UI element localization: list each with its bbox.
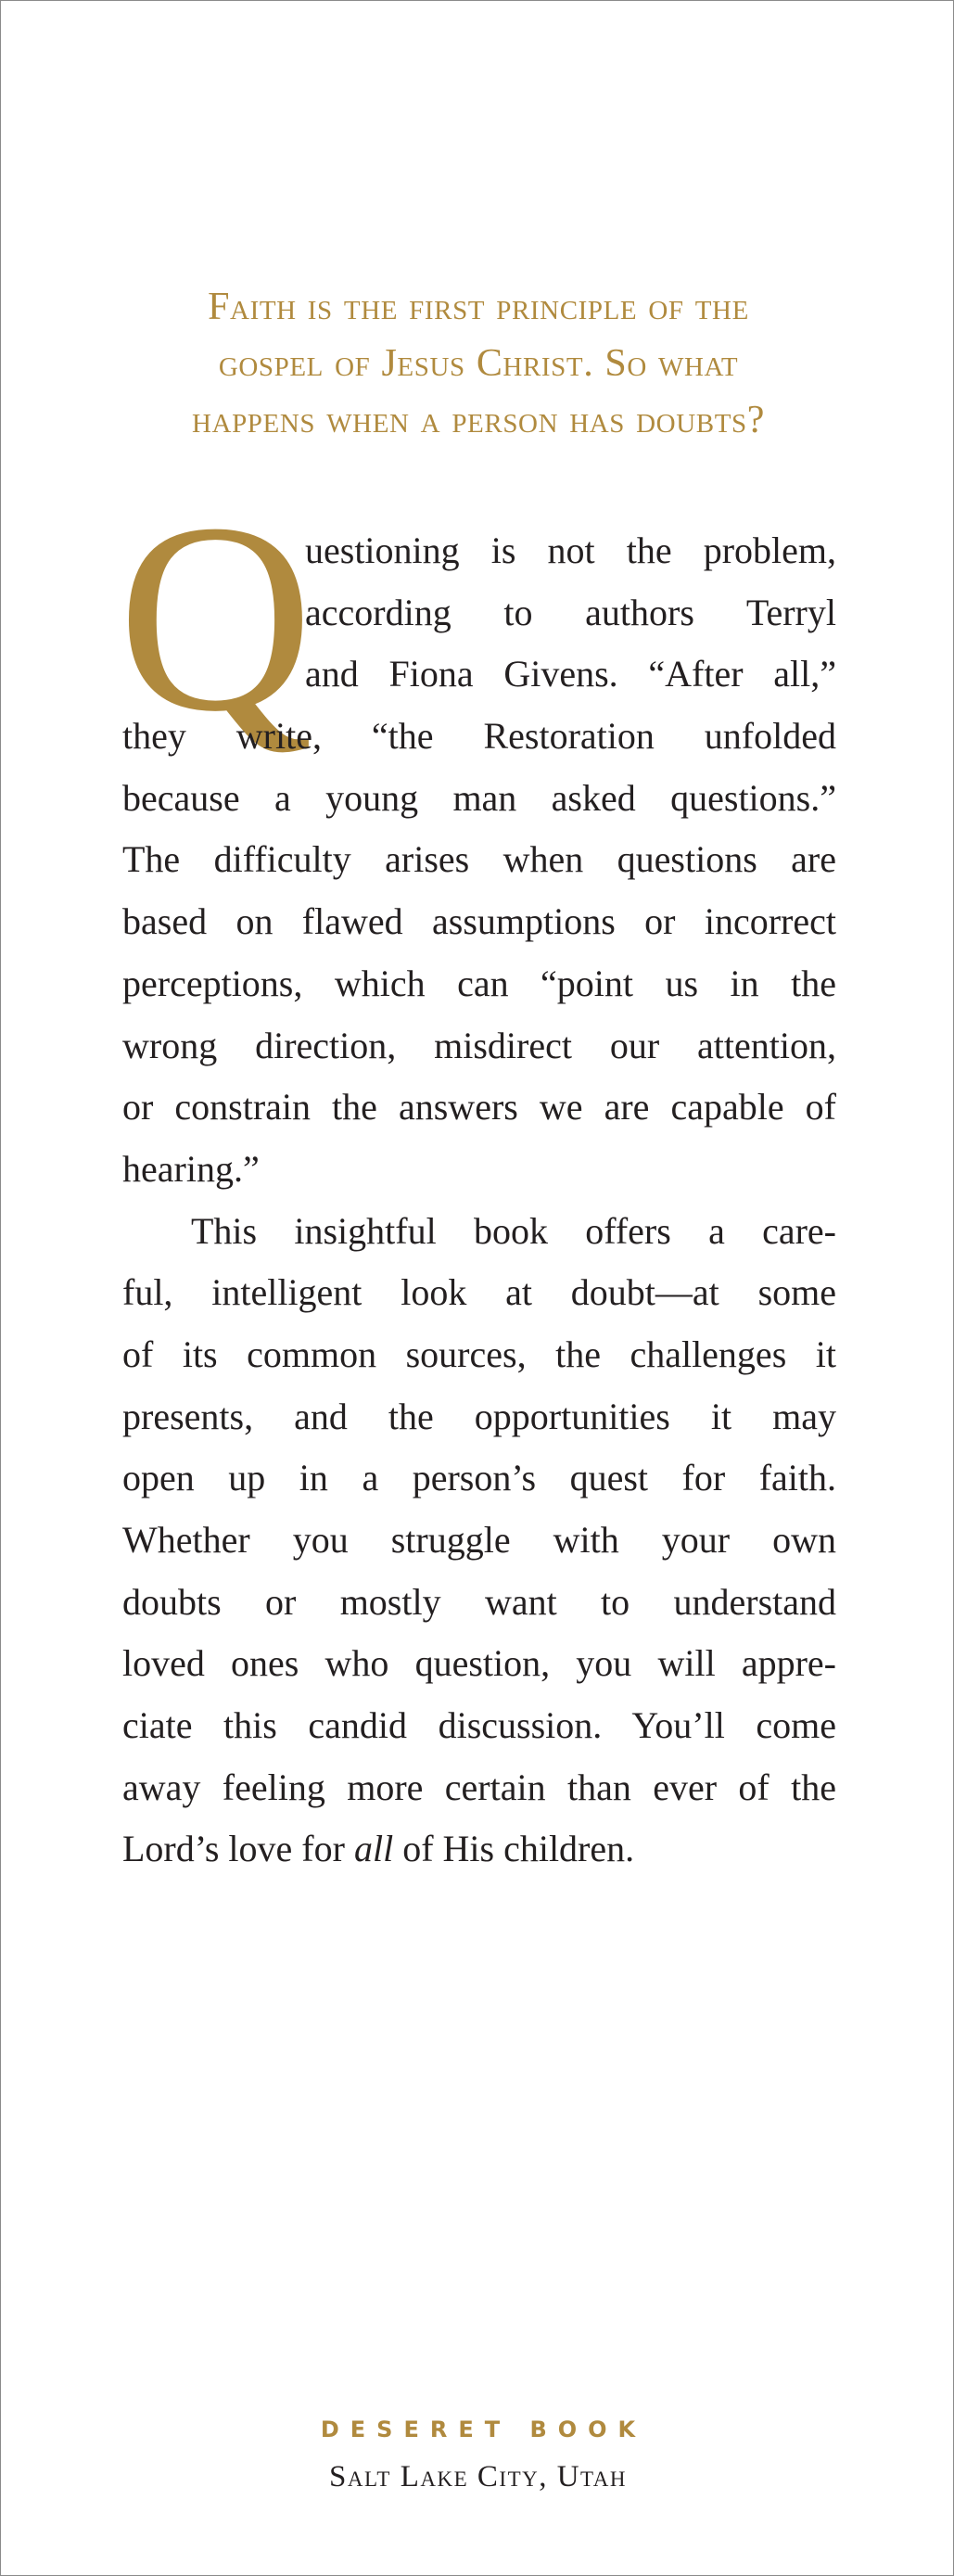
emphasis-word: all [353,1828,394,1870]
paragraph-1-line: uestioning is not the problem, [305,529,836,571]
paragraph-2-line: ciate this candid discussion. You’ll come [122,1704,836,1747]
paragraph-1-line: or constrain the answers we are capable of [122,1086,836,1129]
tagline-line-2: gospel of Jesus Christ. So what [218,342,739,385]
paragraph-2-line-text: This insightful book offers a care- [191,1209,836,1252]
paragraph-1-line: hearing.” [122,1147,260,1190]
paragraph-1-line: wrong direction, misdirect our attention, [122,1024,836,1066]
paragraph-1-line: they write, “the Restoration unfolded [122,715,836,758]
paragraph-2-last-line [122,1818,836,1881]
paragraph-1-line: and Fiona Givens. “After all,” [305,653,836,695]
drop-cap-letter: Q [118,468,313,768]
last-line-text-before: Lord’s love for [122,1828,354,1870]
paragraph-2-line: presents, and the opportunities it may [122,1395,836,1437]
tagline-heading [103,279,854,449]
paragraph-1-line: based on flawed assumptions or incorrect [122,900,836,943]
paragraph-2-line: Whether you struggle with your own [122,1519,836,1561]
paragraph-2-line: of its common sources, the challenges it [122,1333,836,1375]
paragraph-2-line: open up in a person’s quest for faith. [122,1457,836,1499]
paragraph-2-line: doubts or mostly want to understand [122,1580,836,1623]
paragraph-1-line: because a young man asked questions.” [122,776,836,819]
tagline-line-3: happens when a person has doubts? [191,399,765,441]
paragraph-2-line: away feeling more certain than ever of the [122,1766,836,1808]
tagline-line-1: Faith is the first principle of the [208,286,749,328]
paragraph-2-line: loved ones who question, you will appre- [122,1642,836,1685]
last-line-text-after: of His children. [393,1828,635,1870]
paragraph-2-first-line [122,1201,836,1263]
paragraph-2-line: ful, intelligent look at doubt—at some [122,1271,836,1314]
paragraph-1-line: according to authors Terryl [305,591,836,633]
description-body [122,520,836,1881]
publisher-logo-text: DESERET BOOK [320,2417,647,2442]
paragraph-1-line: The difficulty arises when questions are [122,838,836,881]
publisher-location: Salt Lake City, Utah [329,2460,627,2493]
paragraph-1-line: perceptions, which can “point us in the [122,962,836,1004]
